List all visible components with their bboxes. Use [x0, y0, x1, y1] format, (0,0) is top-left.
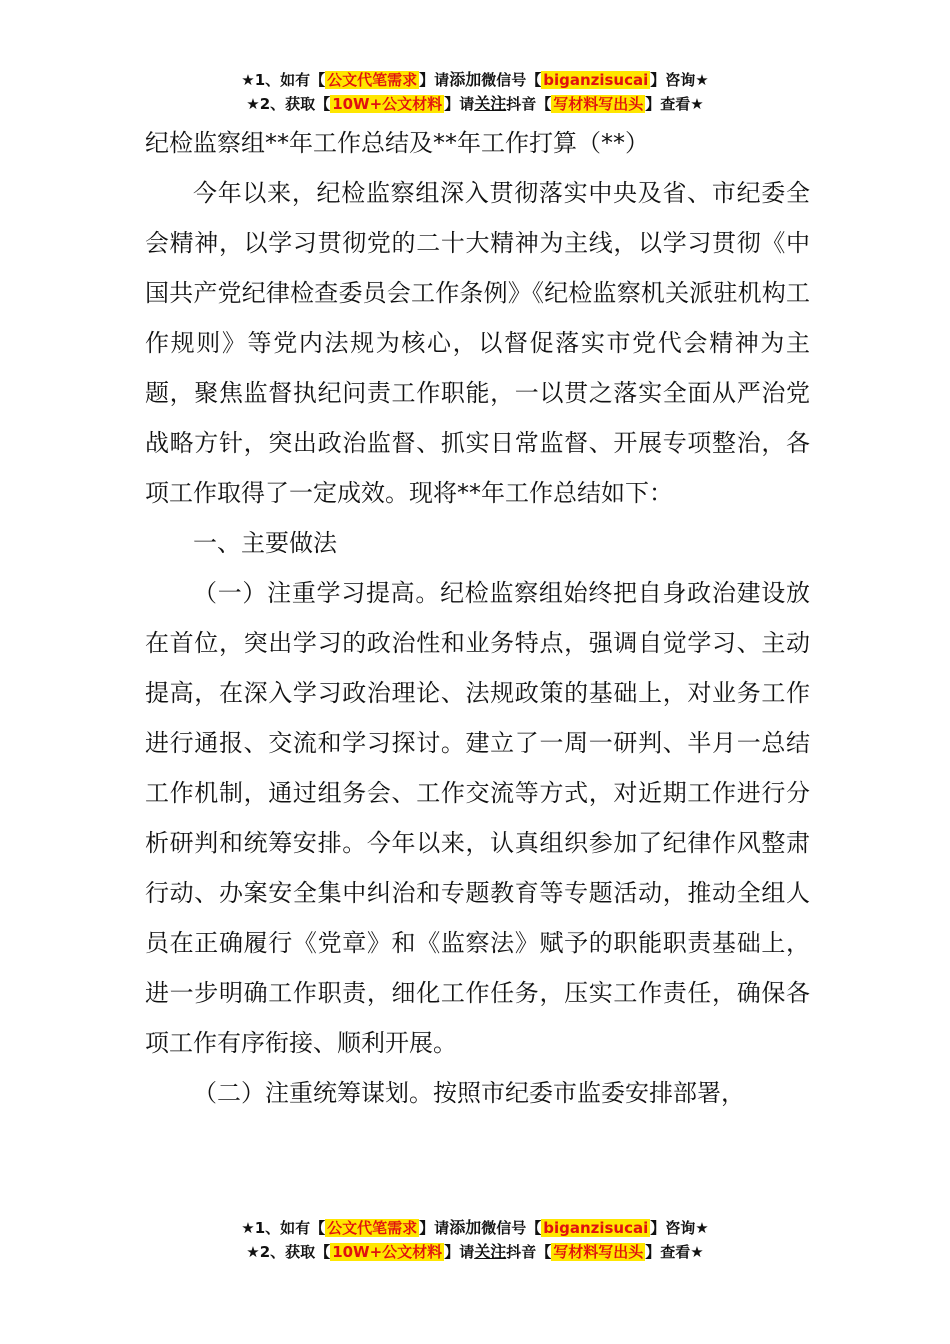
banner-highlight: 10W+公文材料: [332, 95, 443, 113]
intro-paragraph: 今年以来，纪检监察组深入贯彻落实中央及省、市纪委全会精神，以学习贯彻党的二十大精神为主线，以学习贯彻《中国共产党纪律检查委员会工作条例》《纪检监察机关派驻机构工作规则》等党内法规为核心，以督促落实市党代会精神为主题，聚焦监督执纪问责工作职能，一以贯之落实全面从严治党战略方针，突出政治监督、抓实日常监督、开展专项整治，各项工作取得了一定成效。现将**年工作总结如下：: [145, 179, 810, 507]
banner-highlight: 公文代笔需求: [327, 71, 418, 89]
banner-line-1: [0, 1216, 950, 1240]
banner-emphasis: 关注: [474, 94, 507, 113]
banner-emphasis: 添加: [449, 70, 482, 89]
paragraph-2: （二）注重统筹谋划。按照市纪委市监委安排部署，: [193, 1079, 745, 1107]
document-title: 纪检监察组**年工作总结及**年工作打算（**）: [145, 129, 649, 157]
banner-line-1: [0, 68, 950, 92]
banner-text: 】请: [419, 71, 450, 89]
banner-emphasis: 添加: [449, 1218, 482, 1237]
banner-emphasis: 关注: [474, 1242, 507, 1261]
banner-text: 】请: [444, 95, 475, 113]
banner-highlight: biganzisucai: [543, 1219, 649, 1237]
banner-text: 微信号【: [481, 71, 542, 89]
banner-text: 】查看★: [645, 95, 704, 113]
banner-highlight: 公文代笔需求: [327, 1219, 418, 1237]
document-body: [145, 118, 810, 1118]
banner-highlight: biganzisucai: [543, 71, 649, 89]
banner-text: 】请: [419, 1219, 450, 1237]
banner-text: ★1、如有【: [241, 1219, 326, 1237]
banner-text: 微信号【: [481, 1219, 542, 1237]
banner-highlight: 写材料写出头: [553, 1243, 644, 1261]
banner-text: 】查看★: [645, 1243, 704, 1261]
banner-highlight: 写材料写出头: [553, 95, 644, 113]
paragraph-1: （一）注重学习提高。纪检监察组始终把自身政治建设放在首位，突出学习的政治性和业务特点，强调自觉学习、主动提高，在深入学习政治理论、法规政策的基础上，对业务工作进行通报、交流和学习探讨。建立了一周一研判、半月一总结工作机制，通过组务会、工作交流等方式，对近期工作进行分析研判和统筹安排。今年以来，认真组织参加了纪律作风整肃行动、办案安全集中纠治和专题教育等专题活动，推动全组人员在正确履行《党章》和《监察法》赋予的职能职责基础上，进一步明确工作职责，细化工作任务，压实工作责任，确保各项工作有序衔接、顺利开展。: [145, 579, 810, 1057]
header-banner: [0, 68, 950, 116]
footer-banner: [0, 1216, 950, 1264]
section-heading: 一、主要做法: [193, 529, 337, 557]
banner-text: 】咨询★: [650, 1219, 709, 1237]
banner-line-2: [0, 1240, 950, 1264]
banner-text: 抖音【: [506, 95, 552, 113]
banner-text: ★1、如有【: [241, 71, 326, 89]
banner-line-2: [0, 92, 950, 116]
banner-highlight: 10W+公文材料: [332, 1243, 443, 1261]
banner-text: ★2、获取【: [246, 95, 331, 113]
banner-text: 】请: [444, 1243, 475, 1261]
banner-text: ★2、获取【: [246, 1243, 331, 1261]
banner-text: 】咨询★: [650, 71, 709, 89]
banner-text: 抖音【: [506, 1243, 552, 1261]
